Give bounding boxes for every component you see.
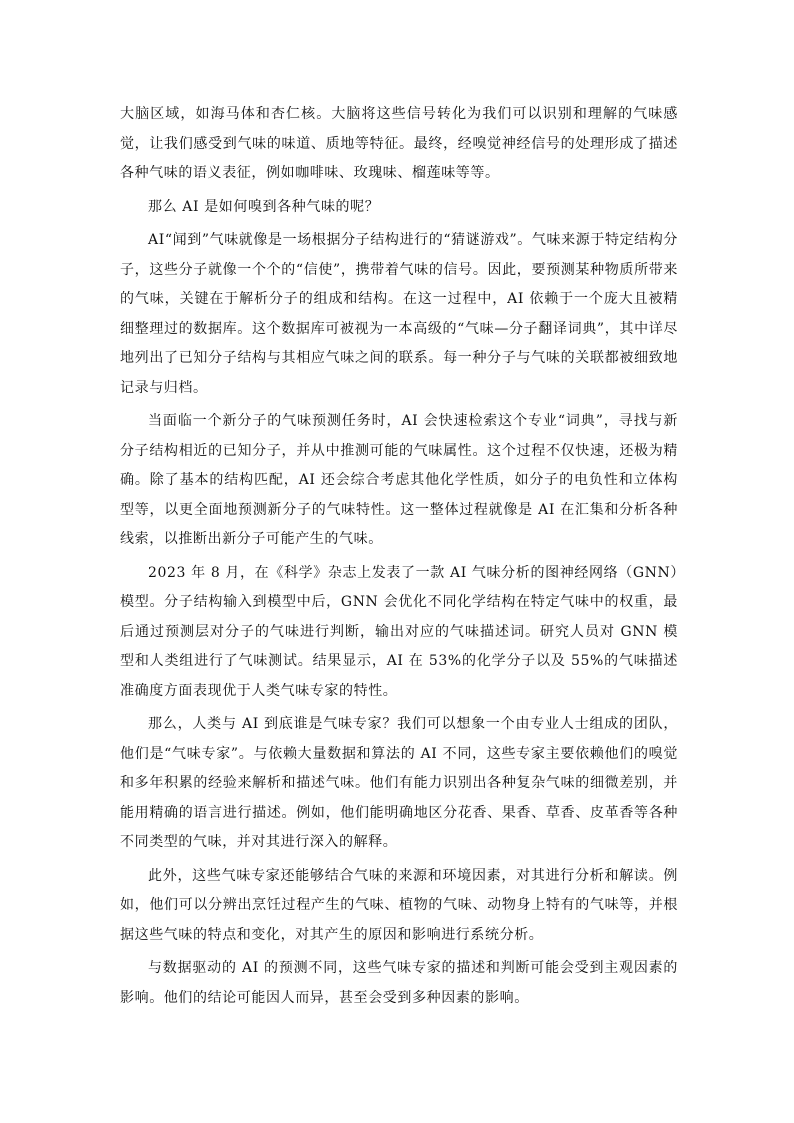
paragraph-new-molecule: 当面临一个新分子的气味预测任务时，AI 会快速检索这个专业“词典”，寻找与新分子结构相近的已知分子，并从中推测可能的气味属性。这个过程不仅快速，还极为精确。除了基本的结构匹配，AI 还会综合考虑其他化学性质，如分子的电负性和立体构型等，以更全面地预测新分子的气味特性。这一整体过程就像是 AI 在汇集和分析各种线索，以推断出新分子可能产生的气味。	[120, 413, 678, 547]
paragraph-question: 那么 AI 是如何嗅到各种气味的呢？	[148, 198, 380, 215]
paragraph-guessing-game: AI“闻到”气味就像是一场根据分子结构进行的“猜谜游戏”。气味来源于特定结构分子，这些分子就像一个个的“信使”，携带着气味的信号。因此，要预测某种物质所带来的气味，关键在于解析分子的组成和结构。在这一过程中，AI 依赖于一个庞大且被精细整理过的数据库。这个数据库可被视为一本高级的“气味—分子翻译词典”，其中详尽地列出了已知分子结构与其相应气味之间的联系。每一种分子与气味的关联都被细致地记录与归档。	[120, 232, 678, 396]
paragraph-brain-regions: 大脑区域，如海马体和杏仁核。大脑将这些信号转化为我们可以识别和理解的气味感觉，让我们感受到气味的味道、质地等特征。最终，经嗅觉神经信号的处理形成了描述各种气味的语义表征，例如咖啡味、玫瑰味、榴莲味等等。	[120, 106, 678, 181]
paragraph-human-experts: 那么，人类与 AI 到底谁是气味专家？我们可以想象一个由专业人士组成的团队，他们是“气味专家”。与依赖大量数据和算法的 AI 不同，这些专家主要依赖他们的嗅觉和多年积累的经验来解析和描述气味。他们有能力识别出各种复杂气味的细微差别，并能用精确的语言进行描述。例如，他们能明确地区分花香、果香、草香、皮革香等各种不同类型的气味，并对其进行深入的解释。	[120, 716, 678, 850]
paragraph-environment-factors: 此外，这些气味专家还能够结合气味的来源和环境因素，对其进行分析和解读。例如，他们可以分辨出烹饪过程产生的气味、植物的气味、动物身上特有的气味等，并根据这些气味的特点和变化，对其产生的原因和影响进行系统分析。	[120, 867, 678, 943]
paragraph-subjectivity: 与数据驱动的 AI 的预测不同，这些气味专家的描述和判断可能会受到主观因素的影响。他们的结论可能因人而异，甚至会受到多种因素的影响。	[120, 960, 678, 1006]
paragraph-gnn-model: 2023 年 8 月，在《科学》杂志上发表了一款 AI 气味分析的图神经网络（GNN）模型。分子结构输入到模型中后，GNN 会优化不同化学结构在特定气味中的权重，最后通过预测层对分子的气味进行判断，输出对应的气味描述词。研究人员对 GNN 模型和人类组进行了气味测试。结果显示，AI 在 53%的化学分子以及 55%的气味描述准确度方面表现优于人类气味专家的特性。	[120, 564, 678, 699]
document-page	[120, 100, 678, 1017]
